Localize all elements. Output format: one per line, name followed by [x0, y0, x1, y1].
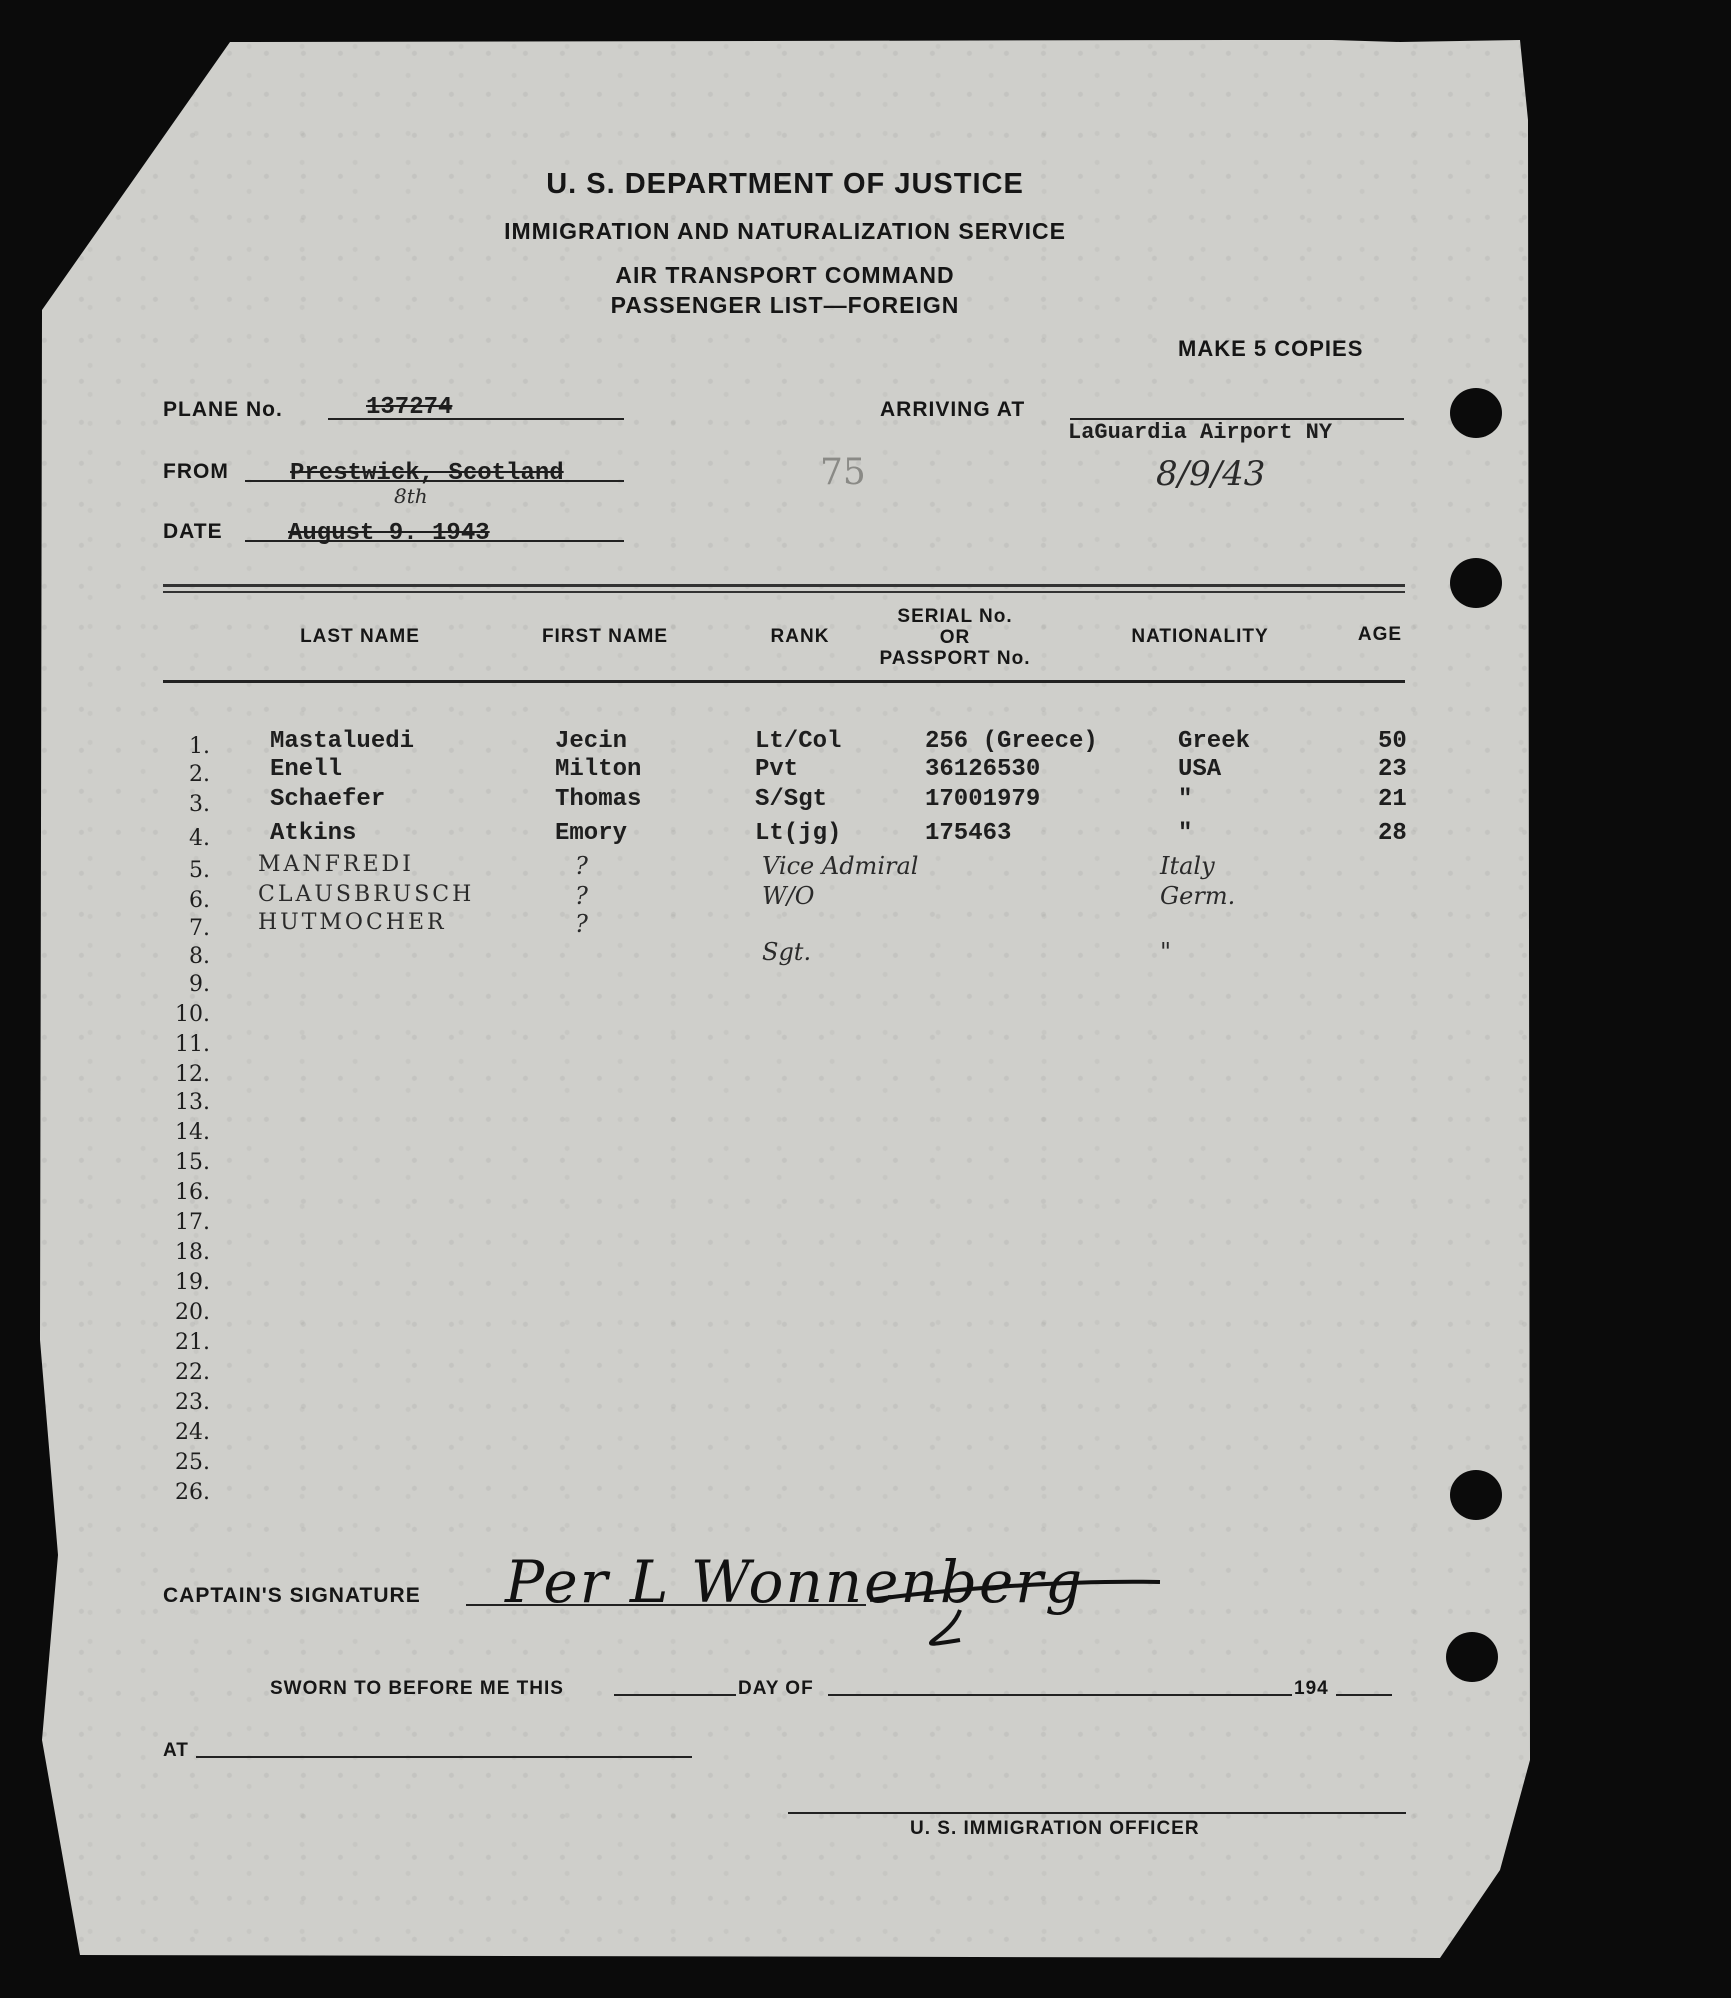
cell-age: 21: [1378, 786, 1407, 813]
cell-serial: 256 (Greece): [925, 728, 1098, 755]
row-number: 1.: [189, 734, 210, 759]
row-number: 6.: [189, 888, 210, 913]
year-line: [1336, 1694, 1392, 1696]
cell-nat: ": [1178, 820, 1193, 847]
date-label: DATE: [163, 520, 223, 543]
at-label: AT: [163, 1740, 189, 1761]
row-number: 7.: [189, 916, 210, 941]
row-number: 21.: [175, 1330, 210, 1355]
punch-hole: [1450, 558, 1502, 608]
day-of-line: [828, 1694, 1292, 1696]
cell-rank: Lt(jg): [755, 820, 842, 847]
cell-last: Enell: [270, 756, 343, 783]
double-rule: [163, 584, 1405, 587]
date-note: 8th: [394, 484, 428, 508]
row-number: 17.: [175, 1210, 210, 1235]
row-number: 8.: [189, 944, 210, 969]
cell-nat: USA: [1178, 756, 1222, 783]
cell-first: ?: [575, 852, 588, 880]
row-number: 3.: [189, 792, 210, 817]
copies-note: MAKE 5 COPIES: [1178, 336, 1364, 361]
punch-hole: [1450, 1470, 1502, 1520]
from-value: Prestwick, Scotland: [290, 460, 564, 487]
cell-nat: Italy: [1160, 852, 1215, 880]
cell-first: Thomas: [555, 786, 642, 813]
arriving-label: ARRIVING AT: [880, 398, 1026, 421]
cell-rank: W/O: [762, 882, 815, 910]
row-number: 24.: [175, 1420, 210, 1445]
service-title: IMMIGRATION AND NATURALIZATION SERVICE: [504, 218, 1066, 244]
year-label: 194: [1294, 1678, 1329, 1699]
officer-label: U. S. IMMIGRATION OFFICER: [910, 1818, 1200, 1839]
at-line: [196, 1756, 692, 1758]
cell-first: Jecin: [555, 728, 628, 755]
from-label: FROM: [163, 460, 229, 483]
cell-nat: Germ.: [1160, 882, 1236, 910]
row-number: 16.: [175, 1180, 210, 1205]
row-number: 5.: [189, 858, 210, 883]
cell-nat: ": [1160, 938, 1172, 966]
col-age: AGE: [1357, 624, 1403, 645]
stamp-number: 75: [820, 452, 866, 493]
col-last-name: LAST NAME: [300, 626, 420, 647]
cell-first: ?: [575, 910, 588, 938]
cell-last: Schaefer: [270, 786, 386, 813]
col-serial-or: OR: [939, 627, 971, 648]
cell-nat: Greek: [1178, 728, 1251, 755]
row-number: 20.: [175, 1300, 210, 1325]
cell-serial: 17001979: [925, 786, 1041, 813]
header-rule: [163, 680, 1405, 683]
cell-last: MANFREDI: [258, 852, 414, 877]
col-first-name: FIRST NAME: [541, 626, 669, 647]
row-number: 13.: [175, 1090, 210, 1115]
row-number: 11.: [175, 1032, 210, 1057]
row-number: 25.: [175, 1450, 210, 1475]
row-number: 2.: [189, 762, 210, 787]
row-number: 26.: [175, 1480, 210, 1505]
col-passport: PASSPORT No.: [879, 648, 1031, 669]
plane-label: PLANE No.: [163, 398, 283, 421]
cell-last: HUTMOCHER: [258, 910, 447, 935]
sworn-label: SWORN TO BEFORE ME THIS: [270, 1678, 564, 1699]
captain-label: CAPTAIN'S SIGNATURE: [163, 1584, 421, 1607]
officer-line: [788, 1812, 1406, 1814]
cell-age: 50: [1378, 728, 1407, 755]
row-number: 18.: [175, 1240, 210, 1265]
cell-last: CLAUSBRUSCH: [258, 882, 475, 907]
row-number: 4.: [189, 826, 210, 851]
row-number: 19.: [175, 1270, 210, 1295]
col-rank: RANK: [770, 626, 830, 647]
arriving-value: LaGuardia Airport NY: [1068, 420, 1333, 445]
row-number: 23.: [175, 1390, 210, 1415]
cell-age: 23: [1378, 756, 1407, 783]
plane-value: 137274: [366, 394, 453, 421]
cell-first: ?: [575, 882, 588, 910]
cell-serial: 36126530: [925, 756, 1041, 783]
cell-last: Mastaluedi: [270, 728, 415, 755]
cell-first: Emory: [555, 820, 628, 847]
date-value: August 9. 1943: [288, 520, 490, 547]
sworn-day-line: [614, 1694, 736, 1696]
double-rule: [163, 591, 1405, 593]
cell-last: Atkins: [270, 820, 357, 847]
row-number: 15.: [175, 1150, 210, 1175]
punch-hole: [1450, 388, 1502, 438]
dept-title: U. S. DEPARTMENT OF JUSTICE: [546, 168, 1024, 200]
row-number: 22.: [175, 1360, 210, 1385]
list-title: PASSENGER LIST—FOREIGN: [610, 292, 960, 318]
day-of-label: DAY OF: [738, 1678, 814, 1699]
cell-first: Milton: [555, 756, 642, 783]
col-nationality: NATIONALITY: [1131, 626, 1269, 647]
row-number: 10.: [175, 1002, 210, 1027]
punch-hole: [1446, 1632, 1498, 1682]
cell-rank: Pvt: [755, 756, 799, 783]
row-number: 12.: [175, 1062, 210, 1087]
row-number: 9.: [189, 972, 210, 997]
cell-age: 28: [1378, 820, 1407, 847]
command-title: AIR TRANSPORT COMMAND: [615, 262, 955, 288]
cell-rank: Sgt.: [762, 938, 812, 966]
signature-flourish: [860, 1570, 1180, 1660]
captain-signature: Per L Wonnenberg: [505, 1548, 1085, 1616]
cell-nat: ": [1178, 786, 1193, 813]
row-number: 14.: [175, 1120, 210, 1145]
cell-rank: Lt/Col: [755, 728, 842, 755]
cell-rank: S/Sgt: [755, 786, 828, 813]
cell-serial: 175463: [925, 820, 1012, 847]
col-serial: SERIAL No.: [897, 606, 1013, 627]
arriving-date: 8/9/43: [1156, 454, 1266, 494]
cell-rank: Vice Admiral: [762, 852, 919, 880]
